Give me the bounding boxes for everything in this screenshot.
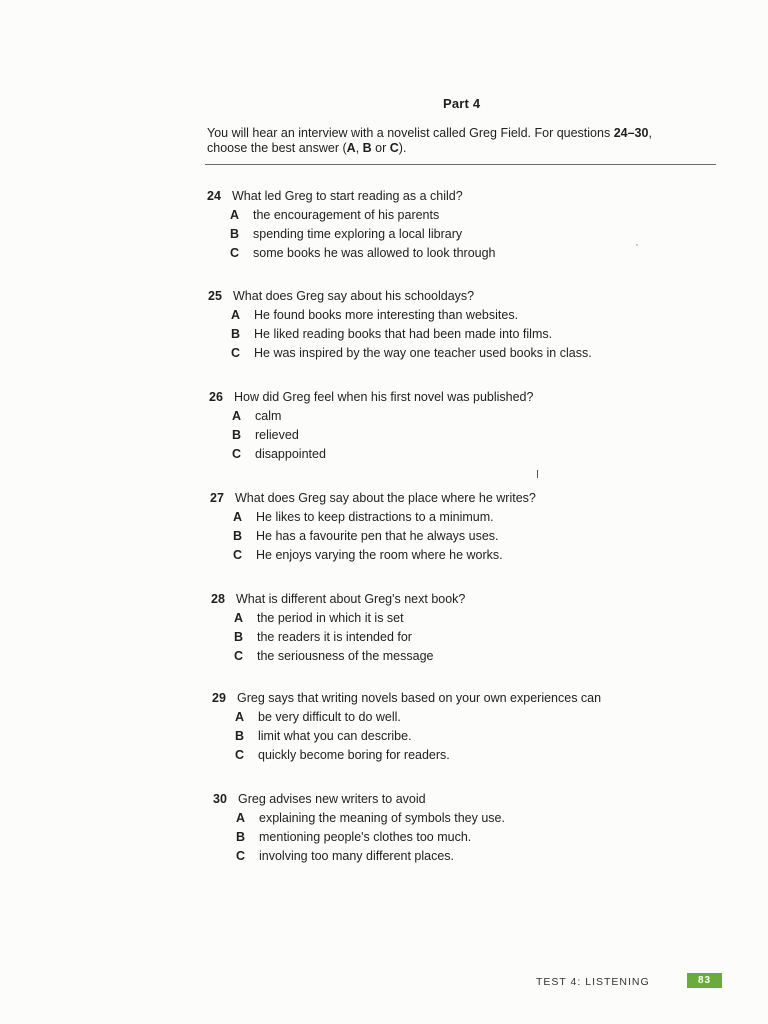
question-27 <box>210 489 536 565</box>
option-letter: C <box>234 649 244 663</box>
option-a <box>212 708 601 727</box>
option-text: the readers it is intended for <box>257 630 412 644</box>
option-text: quickly become boring for readers. <box>258 748 450 762</box>
question-text: What does Greg say about the place where he writes? <box>235 491 536 505</box>
option-c <box>211 647 465 666</box>
option-text: explaining the meaning of symbols they use. <box>259 811 505 825</box>
option-c <box>212 746 601 765</box>
option-c <box>209 445 533 464</box>
option-c <box>208 344 592 363</box>
question-range: 24–30 <box>613 126 649 140</box>
question-number: 27 <box>210 491 224 505</box>
question-text: Greg advises new writers to avoid <box>238 792 426 806</box>
footer-section-label: TEST 4: LISTENING <box>536 976 650 988</box>
option-letter: B <box>235 729 245 743</box>
question-number: 28 <box>211 592 225 606</box>
option-letter: A <box>236 811 246 825</box>
option-a <box>210 508 536 527</box>
question-29 <box>212 689 601 765</box>
option-letter: B <box>231 327 241 341</box>
option-letter: A <box>231 308 241 322</box>
option-letter: A <box>232 409 242 423</box>
question-text: What is different about Greg's next book? <box>236 592 466 606</box>
instructions-line2-prefix: choose the best answer ( <box>207 141 347 155</box>
option-text: be very difficult to do well. <box>258 710 401 724</box>
option-text: He likes to keep distractions to a minimum. <box>256 510 494 524</box>
option-text: the encouragement of his parents <box>253 208 440 222</box>
question-text: Greg says that writing novels based on your own experiences can <box>237 691 602 705</box>
option-letter: A <box>234 611 244 625</box>
question-number: 26 <box>209 390 223 404</box>
pencil-mark <box>537 470 538 478</box>
option-a <box>207 206 496 225</box>
option-text: He enjoys varying the room where he works. <box>256 548 503 562</box>
option-b <box>207 225 496 244</box>
option-text: spending time exploring a local library <box>253 227 463 241</box>
question-number: 29 <box>212 691 226 705</box>
instructions-line1: You will hear an interview with a novelist called Greg Field. For questions <box>207 126 614 140</box>
instructions-line1-end: , <box>648 126 652 140</box>
option-text: He has a favourite pen that he always uses. <box>256 529 499 543</box>
option-c <box>213 847 505 866</box>
option-a <box>213 809 505 828</box>
option-text: He found books more interesting than websites. <box>254 308 519 322</box>
option-text: relieved <box>255 428 299 442</box>
option-c <box>210 546 536 565</box>
option-letter: A <box>233 510 243 524</box>
option-a <box>209 407 533 426</box>
option-letter: C <box>232 447 242 461</box>
option-text: some books he was allowed to look through <box>253 246 496 260</box>
option-letter: C <box>235 748 245 762</box>
question-number: 25 <box>208 289 222 303</box>
option-text: the seriousness of the message <box>257 649 434 663</box>
instructions-sep-2: or <box>371 141 390 155</box>
option-text: He was inspired by the way one teacher used books in class. <box>254 346 592 360</box>
question-25 <box>208 287 592 363</box>
option-text: He liked reading books that had been made into films. <box>254 327 553 341</box>
option-b <box>211 628 465 647</box>
option-text: calm <box>255 409 282 423</box>
question-text: What led Greg to start reading as a child? <box>232 189 463 203</box>
question-number: 30 <box>213 792 227 806</box>
instructions-option-c: C <box>389 141 399 155</box>
option-letter: C <box>233 548 243 562</box>
question-26 <box>209 388 533 464</box>
option-b <box>213 828 505 847</box>
instructions-line2-suffix: ). <box>398 141 407 155</box>
option-letter: B <box>233 529 243 543</box>
question-28 <box>211 590 465 666</box>
option-b <box>209 426 533 445</box>
option-letter: A <box>235 710 245 724</box>
option-letter: C <box>231 346 241 360</box>
option-c <box>207 244 496 263</box>
paper-speck <box>636 244 638 246</box>
divider-line <box>205 164 716 165</box>
option-text: mentioning people's clothes too much. <box>259 830 472 844</box>
option-a <box>208 306 592 325</box>
option-letter: B <box>232 428 242 442</box>
question-24 <box>207 187 496 263</box>
question-text: What does Greg say about his schooldays? <box>233 289 475 303</box>
instructions <box>207 126 707 156</box>
option-letter: B <box>230 227 240 241</box>
option-b <box>210 527 536 546</box>
option-b <box>208 325 592 344</box>
instructions-sep-1: , <box>355 141 363 155</box>
question-number: 24 <box>207 189 221 203</box>
option-letter: C <box>236 849 246 863</box>
option-text: limit what you can describe. <box>258 729 412 743</box>
option-letter: C <box>230 246 240 260</box>
option-letter: B <box>234 630 244 644</box>
instructions-option-b: B <box>362 141 372 155</box>
option-letter: A <box>230 208 240 222</box>
option-b <box>212 727 601 746</box>
option-text: the period in which it is set <box>257 611 404 625</box>
option-a <box>211 609 465 628</box>
question-text: How did Greg feel when his first novel was published? <box>234 390 534 404</box>
page-number-badge: 83 <box>687 973 722 988</box>
question-30 <box>213 790 505 866</box>
option-text: involving too many different places. <box>259 849 455 863</box>
option-text: disappointed <box>255 447 326 461</box>
instructions-option-a: A <box>346 141 356 155</box>
page-title: Part 4 <box>443 96 481 111</box>
option-letter: B <box>236 830 246 844</box>
